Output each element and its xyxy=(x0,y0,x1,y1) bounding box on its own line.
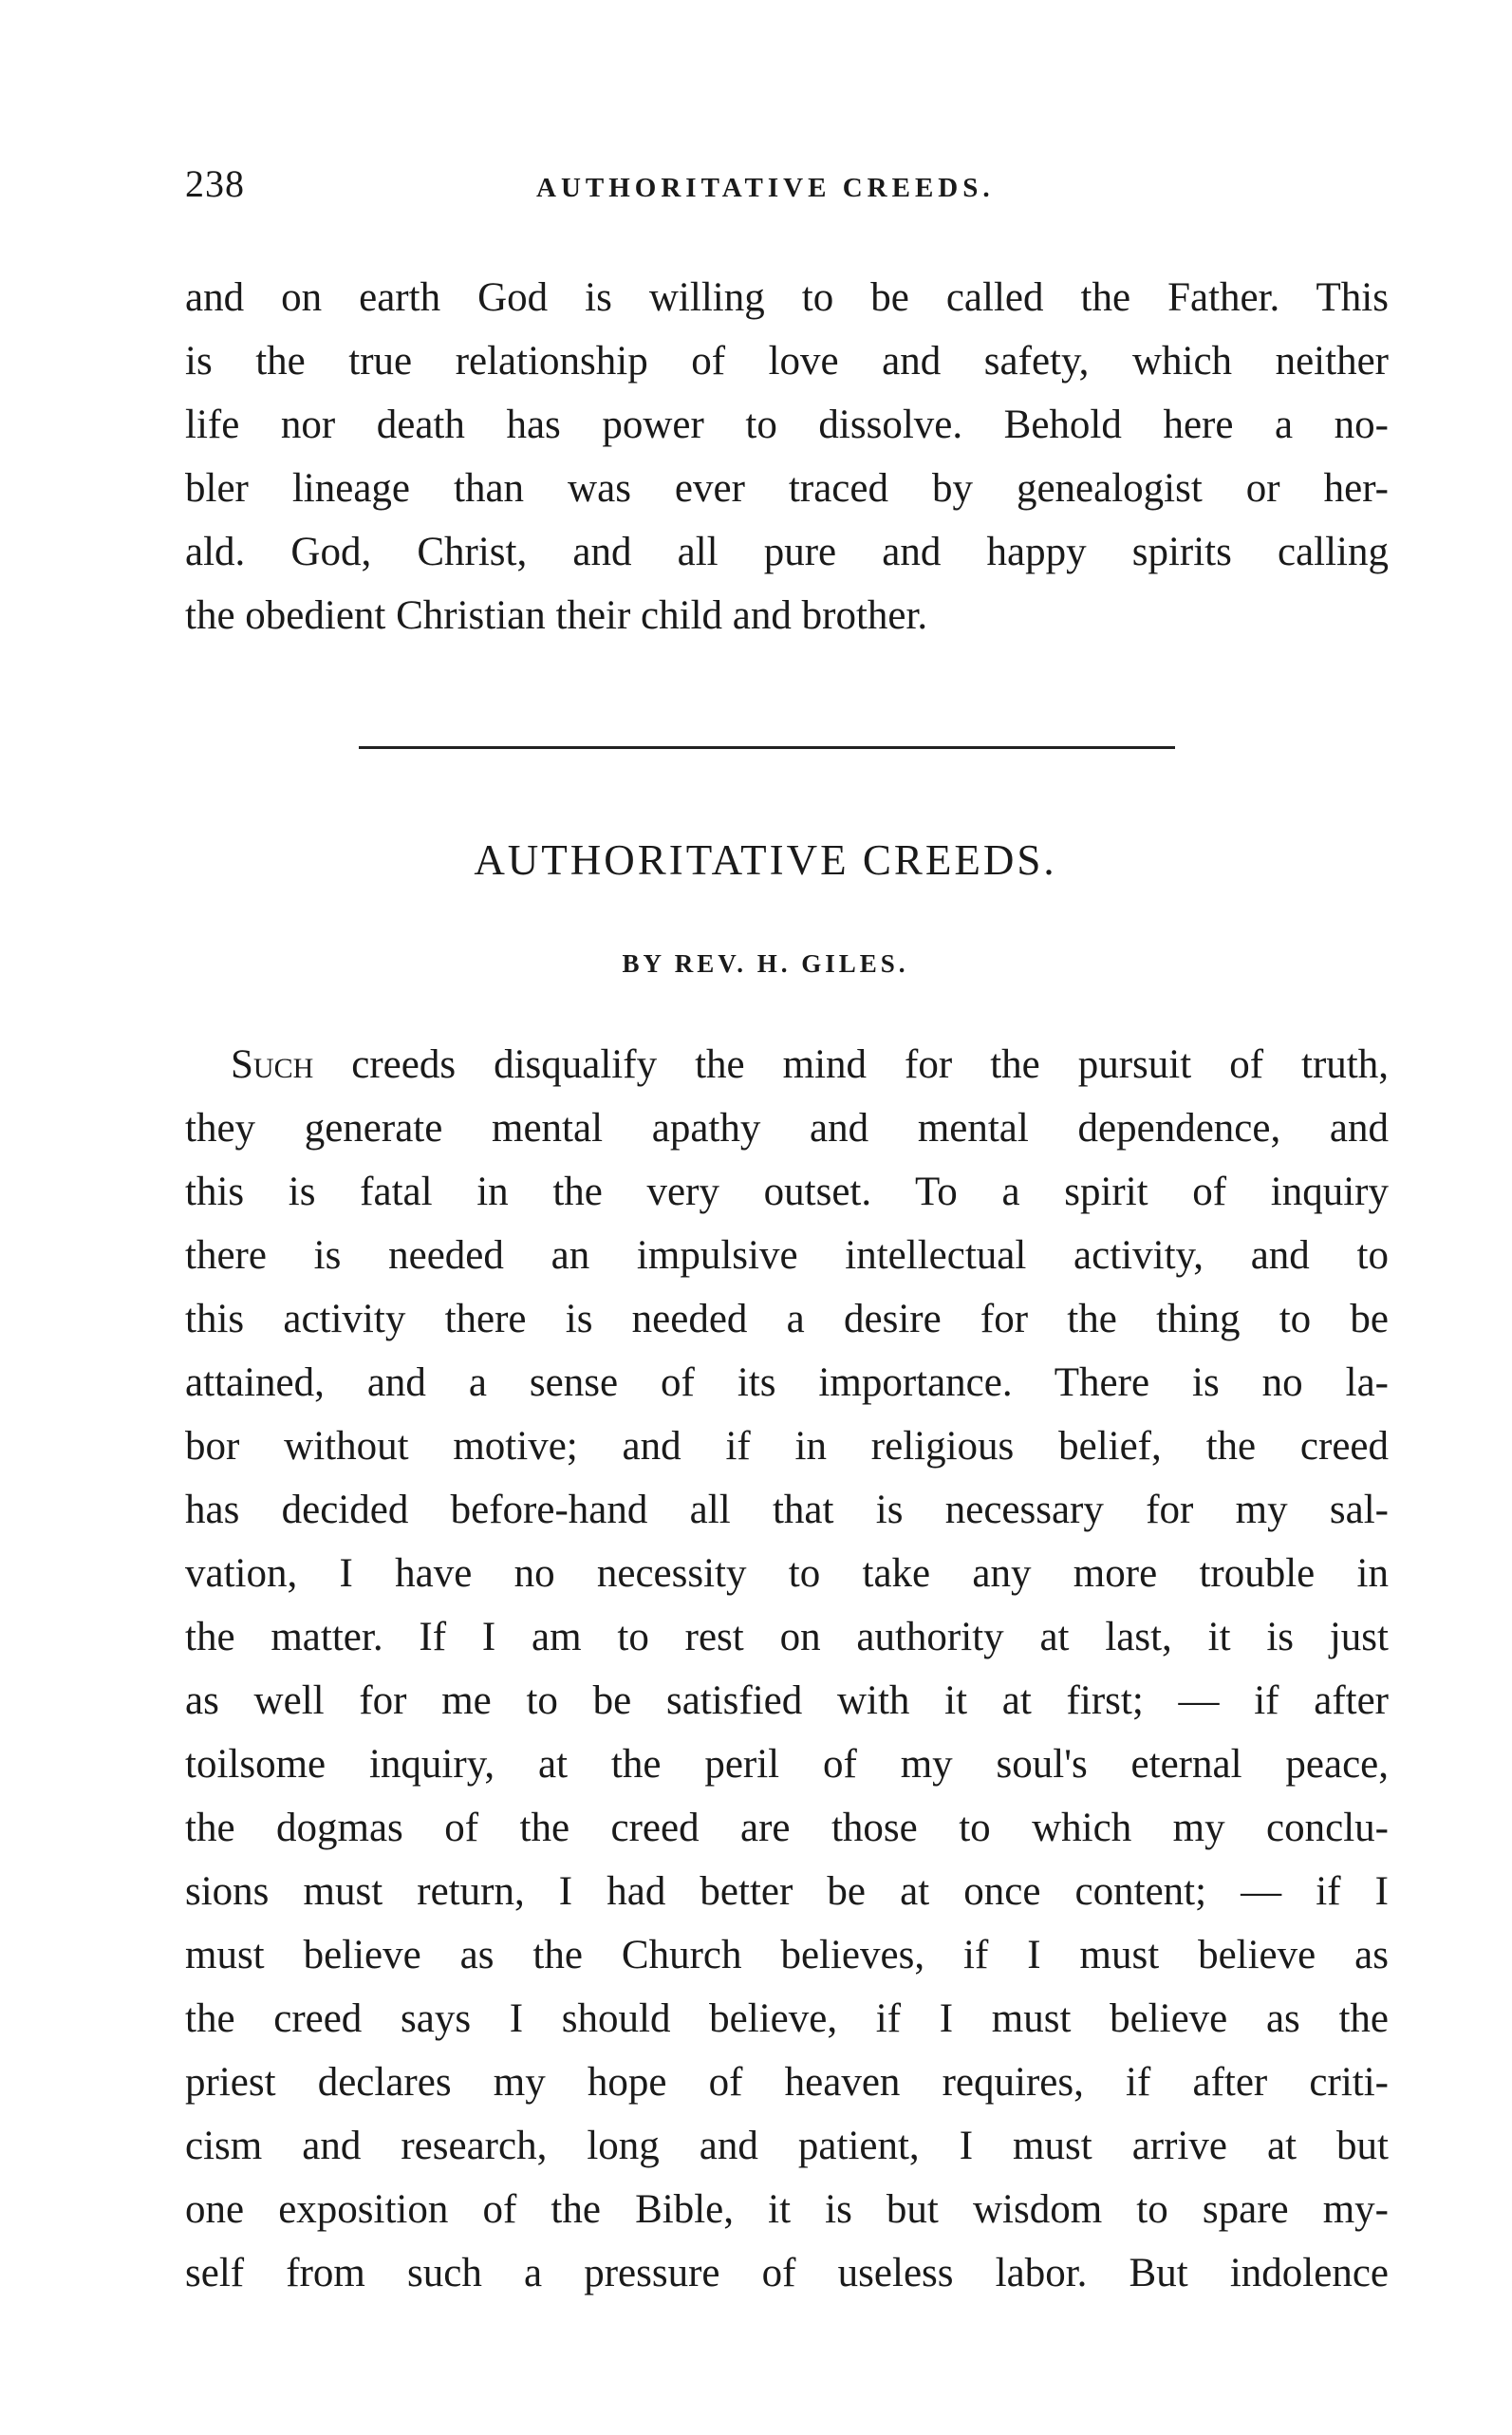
text-line: one exposition of the Bible, it is but wisdom to spare my- xyxy=(185,2187,1389,2232)
text-line: attained, and a sense of its importance. There is no la- xyxy=(185,1360,1389,1405)
text-line xyxy=(231,1044,1389,1085)
text-line: life nor death has power to dissolve. Behold here a no- xyxy=(185,403,1389,447)
text-line: vation, I have no necessity to take any more trouble in xyxy=(185,1551,1389,1596)
text-line: toilsome inquiry, at the peril of my soul's eternal peace, xyxy=(185,1742,1389,1787)
text-line: is the true relationship of love and safety, which neither xyxy=(185,339,1389,384)
byline: BY REV. H. GILES. xyxy=(622,949,909,978)
text-line: the obedient Christian their child and brother. xyxy=(185,593,928,638)
running-head xyxy=(185,161,1381,218)
text-line: cism and research, long and patient, I must arrive at but xyxy=(185,2124,1389,2168)
text-line: as well for me to be satisfied with it at first; — if after xyxy=(185,1678,1389,1723)
text-line: sions must return, I had better be at once content; — if I xyxy=(185,1869,1389,1914)
text-line: and on earth God is willing to be called the Father. This xyxy=(185,275,1389,320)
drop-word: Such xyxy=(231,1042,314,1087)
text-line: bler lineage than was ever traced by genealogist or her- xyxy=(185,466,1389,511)
text-line: must believe as the Church believes, if I must believe as xyxy=(185,1933,1389,1977)
page-number: 238 xyxy=(185,162,245,205)
first-line-rest: creeds disqualify the mind for the pursuit of truth, xyxy=(313,1042,1389,1087)
running-title: AUTHORITATIVE CREEDS. xyxy=(536,173,995,203)
text-line: has decided before-hand all that is necessary for my sal- xyxy=(185,1488,1389,1532)
text-line: there is needed an impulsive intellectual activity, and to xyxy=(185,1233,1389,1278)
text-line: this is fatal in the very outset. To a spirit of inquiry xyxy=(185,1170,1389,1214)
text-line: this activity there is needed a desire for the thing to be xyxy=(185,1297,1389,1341)
text-line: bor without motive; and if in religious belief, the creed xyxy=(185,1424,1389,1469)
text-line: the dogmas of the creed are those to which my conclu- xyxy=(185,1806,1389,1850)
text-line: ald. God, Christ, and all pure and happy spirits calling xyxy=(185,530,1389,574)
text-line: self from such a pressure of useless labor. But indolence xyxy=(185,2251,1389,2295)
section-divider xyxy=(359,746,1175,749)
section-title: AUTHORITATIVE CREEDS. xyxy=(474,836,1057,884)
text-line: the creed says I should believe, if I must believe as the xyxy=(185,1996,1389,2041)
text-line: the matter. If I am to rest on authority at last, it is just xyxy=(185,1615,1389,1659)
text-line: priest declares my hope of heaven requires, if after criti- xyxy=(185,2060,1389,2105)
text-line: they generate mental apathy and mental dependence, and xyxy=(185,1106,1389,1151)
